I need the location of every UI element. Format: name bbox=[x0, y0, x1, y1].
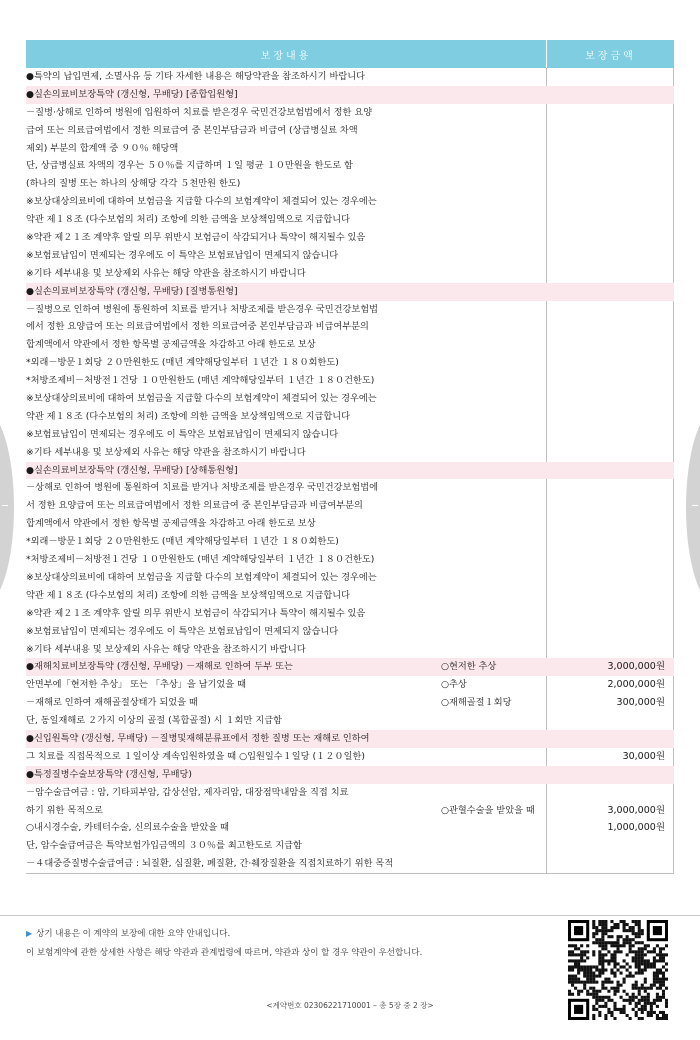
row-text bbox=[26, 122, 546, 140]
row-text bbox=[26, 855, 546, 873]
row-text-content: ●실손의료비보장특약 (갱신형, 무배당) [질병통원형] bbox=[26, 285, 238, 297]
table-row bbox=[26, 354, 673, 372]
row-text-content: ●신입원특약 (갱신형, 무배당) －질병및재해분류표에서 정한 질병 또는 재해로 인하여 bbox=[26, 732, 370, 744]
table-row bbox=[26, 658, 673, 676]
row-text bbox=[26, 462, 546, 480]
row-text-content: 서 정한 요양급여 또는 의료급여법에서 정한 의료급여 중 본인부담금과 비급여부분의 bbox=[26, 500, 363, 512]
row-text bbox=[26, 641, 546, 659]
table-row bbox=[26, 390, 673, 408]
row-text-content: ●실손의료비보장특약 (갱신형, 무배당) [종합입원형] bbox=[26, 88, 238, 100]
row-text bbox=[26, 533, 546, 551]
table-row bbox=[26, 444, 673, 462]
row-subitem: ○추상 bbox=[441, 679, 467, 691]
row-text bbox=[26, 390, 546, 408]
table-row bbox=[26, 766, 673, 784]
row-text-content: *처방조제비－처방전１건당 １０만원한도 (매년 계약해당일부터 １년간 １８０건한도) bbox=[26, 554, 375, 566]
table-row bbox=[26, 569, 673, 587]
row-amount: 300,000원 bbox=[616, 697, 665, 709]
footer-divider bbox=[0, 915, 700, 916]
table-row bbox=[26, 229, 673, 247]
row-text-content: ※약관 제２１조 계약후 알릴 의무 위반시 보험금이 삭감되거나 특약이 해지될수 있음 bbox=[26, 232, 366, 244]
row-text bbox=[26, 819, 546, 837]
row-text-content: ※보상대상의료비에 대하여 보험금을 지급할 다수의 보험계약이 체결되어 있는 경우에는 bbox=[26, 196, 377, 208]
table-row bbox=[26, 623, 673, 641]
row-amount: 3,000,000원 bbox=[607, 804, 665, 816]
row-text-content: ●특정질병수술보장특약 (갱신형, 무배당) bbox=[26, 768, 192, 780]
table-row bbox=[26, 497, 673, 515]
table-row bbox=[26, 837, 673, 855]
table-row bbox=[26, 301, 673, 319]
row-text-content: －암수술급여금 : 암, 기타피부암, 갑상선암, 제자리암, 대장점막내암을 직접 치료 bbox=[26, 786, 349, 798]
table-row bbox=[26, 462, 673, 480]
row-text bbox=[26, 157, 546, 175]
table-row bbox=[26, 694, 673, 712]
contract-number-footer: <계약번호 02306221710001 – 총 5장 중 2 장> bbox=[266, 1001, 434, 1010]
table-header bbox=[26, 40, 674, 68]
row-text bbox=[26, 336, 546, 354]
row-text-content: 약관 제１８조 (다수보험의 처리) 조항에 의한 금액을 보상책임액으로 지급합니다 bbox=[26, 214, 351, 226]
row-text-content: ●특약의 납입면제, 소멸사유 등 기타 자세한 내용은 해당약관을 참조하시기 바랍니다 bbox=[26, 71, 365, 82]
table-row bbox=[26, 730, 673, 748]
row-text bbox=[26, 229, 546, 247]
row-text-content: ※기타 세부내용 및 보상제외 사유는 해당 약관을 참조하시기 바랍니다 bbox=[26, 267, 306, 279]
row-text-content: 합계액에서 약관에서 정한 항목별 공제금액을 차감하고 아래 한도로 보상 bbox=[26, 518, 316, 530]
table-row bbox=[26, 712, 673, 730]
row-text bbox=[26, 104, 546, 122]
row-text bbox=[26, 318, 546, 336]
row-subitem: ○재해골절１회당 bbox=[441, 697, 512, 709]
row-text bbox=[26, 175, 546, 193]
note-line-1 bbox=[26, 927, 230, 939]
row-text-content: ※기타 세부내용 및 보상제외 사유는 해당 약관을 참조하시기 바랍니다 bbox=[26, 446, 306, 458]
row-text-content: 단, 암수술급여금은 특약보험가입금액의 ３０％를 최고한도로 지급함 bbox=[26, 840, 302, 852]
row-text-content: 단, 상급병실료 차액의 경우는 ５０％를 지급하며 １일 평균 １０만원을 한도로 함 bbox=[26, 160, 353, 172]
row-text bbox=[26, 140, 546, 158]
row-text bbox=[26, 86, 546, 104]
row-text-content: 그 치료를 직접목적으로 １일이상 계속입원하였을 때 ○입원일수１일당 (１２０일한) bbox=[26, 750, 365, 762]
note-line-2 bbox=[26, 946, 422, 958]
prev-page-button[interactable] bbox=[0, 410, 14, 605]
table-row bbox=[26, 68, 673, 86]
row-text-content: ※보험료납입이 면제되는 경우에도 이 특약은 보험료납입이 면제되지 않습니다 bbox=[26, 428, 339, 440]
row-text bbox=[26, 712, 546, 730]
row-text-content: 에서 정한 요양급여 또는 의료급여법에서 정한 의료급여중 본인부담금과 비급여부분의 bbox=[26, 321, 369, 333]
row-text bbox=[26, 748, 546, 766]
row-text bbox=[26, 193, 546, 211]
table-row bbox=[26, 283, 673, 301]
row-text bbox=[26, 444, 546, 462]
table-body bbox=[26, 68, 674, 874]
row-text-content: 단, 동일재해로 ２가지 이상의 골절 (복합골절) 시 １회만 지급함 bbox=[26, 715, 282, 727]
row-text-content: *외래－방문１회당 ２０만원한도 (매년 계약해당일부터 １년간 １８０회한도) bbox=[26, 536, 339, 548]
row-text-content: ※약관 제２１조 계약후 알릴 의무 위반시 보험금이 삭감되거나 특약이 해지될수 있음 bbox=[26, 607, 366, 619]
row-text-content: ●실손의료비보장특약 (갱신형, 무배당) [상해통원형] bbox=[26, 464, 238, 476]
row-amount: 1,000,000원 bbox=[607, 822, 665, 834]
table-row bbox=[26, 247, 673, 265]
row-text bbox=[26, 265, 546, 283]
row-text bbox=[26, 587, 546, 605]
table-row bbox=[26, 676, 673, 694]
row-text bbox=[26, 408, 546, 426]
table-row bbox=[26, 748, 673, 766]
row-text bbox=[26, 623, 546, 641]
row-text-content: ○내시경수술, 카테터수술, 신의료수술을 받았을 때 bbox=[26, 822, 230, 834]
table-row bbox=[26, 784, 673, 802]
table-row bbox=[26, 193, 673, 211]
row-text-content: ※보험료납입이 면제되는 경우에도 이 특약은 보험료납입이 면제되지 않습니다 bbox=[26, 625, 339, 637]
table-row bbox=[26, 515, 673, 533]
table-row bbox=[26, 336, 673, 354]
row-text bbox=[26, 247, 546, 265]
row-text bbox=[26, 497, 546, 515]
table-row bbox=[26, 533, 673, 551]
row-text-content: 하기 위한 목적으로 bbox=[26, 804, 103, 816]
row-text-content: ※보험료납입이 면제되는 경우에도 이 특약은 보험료납입이 면제되지 않습니다 bbox=[26, 249, 339, 261]
table-row bbox=[26, 479, 673, 497]
row-text bbox=[26, 837, 546, 855]
table-row bbox=[26, 605, 673, 623]
row-text-content: 합계액에서 약관에서 정한 항목별 공제금액을 차감하고 아래 한도로 보상 bbox=[26, 339, 316, 351]
row-amount: 2,000,000원 bbox=[607, 679, 665, 691]
row-text bbox=[26, 605, 546, 623]
triangle-bullet-icon: ▶ bbox=[26, 929, 33, 938]
row-amount: 3,000,000원 bbox=[607, 661, 665, 673]
row-subitem: ○관혈수술을 받았을 때 bbox=[441, 804, 535, 816]
table-row bbox=[26, 175, 673, 193]
row-text-content: 안면부에「현저한 추상」 또는 「추상」을 남기었을 때 bbox=[26, 679, 246, 691]
table-row bbox=[26, 265, 673, 283]
row-text bbox=[26, 354, 546, 372]
row-text-content: ※보상대상의료비에 대하여 보험금을 지급할 다수의 보험계약이 체결되어 있는 경우에는 bbox=[26, 571, 377, 583]
header-coverage-amount: 보장금액 bbox=[585, 50, 636, 62]
row-text-content: 약관 제１８조 (다수보험의 처리) 조항에 의한 금액을 보상책임액으로 지급합니다 bbox=[26, 589, 351, 601]
row-text bbox=[26, 551, 546, 569]
row-text-content: (하나의 질병 또는 하나의 상해당 각각 ５천만원 한도) bbox=[26, 178, 241, 190]
row-text bbox=[26, 515, 546, 533]
header-coverage-content: 보장내용 bbox=[26, 40, 547, 68]
row-text-content: 급여 또는 의료급여법에서 정한 의료급여 중 본인부담금과 비급여 (상급병실료 차액 bbox=[26, 124, 358, 136]
row-text bbox=[26, 730, 546, 748]
row-text bbox=[26, 569, 546, 587]
table-row bbox=[26, 318, 673, 336]
table-row bbox=[26, 426, 673, 444]
row-text-content: 제외) 부분의 합계액 중 ９０％ 해당액 bbox=[26, 142, 179, 154]
table-row bbox=[26, 211, 673, 229]
table-row bbox=[26, 819, 673, 837]
row-text-content: *외래－방문１회당 ２０만원한도 (매년 계약해당일부터 １년간 １８０회한도) bbox=[26, 357, 339, 369]
row-text bbox=[26, 211, 546, 229]
row-text bbox=[26, 372, 546, 390]
next-page-icon bbox=[692, 505, 698, 506]
table-row bbox=[26, 140, 673, 158]
coverage-table bbox=[26, 40, 674, 874]
table-row bbox=[26, 551, 673, 569]
table-row bbox=[26, 408, 673, 426]
table-row bbox=[26, 802, 673, 820]
row-text bbox=[26, 784, 546, 802]
row-text-content: *처방조제비－처방전１건당 １０만원한도 (매년 계약해당일부터 １년간 １８０건한도) bbox=[26, 375, 375, 387]
next-page-button[interactable] bbox=[686, 410, 700, 605]
row-text-content: －질병·상해로 인하여 병원에 입원하여 치료를 받은경우 국민건강보험법에서 정한 요양 bbox=[26, 106, 373, 118]
row-text bbox=[26, 426, 546, 444]
table-row bbox=[26, 587, 673, 605]
row-text-content: ●재해치료비보장특약 (갱신형, 무배당) －재해로 인하여 두부 또는 bbox=[26, 661, 293, 673]
row-text bbox=[26, 479, 546, 497]
table-row bbox=[26, 641, 673, 659]
table-row bbox=[26, 86, 673, 104]
row-text-content: －４대중증질병수술급여금 : 뇌질환, 심질환, 폐질환, 간·췌장질환을 직접치료하기 위한 목적 bbox=[26, 858, 394, 870]
note-text-2: 이 보험계약에 관한 상세한 사항은 해당 약관과 관계법령에 따르며, 약관과 상이 할 경우 약관이 우선합니다. bbox=[26, 948, 423, 958]
row-text-content: －상해로 인하여 병원에 통원하여 치료를 받거나 처방조제를 받은경우 국민건강보험법에 bbox=[26, 482, 379, 494]
row-text bbox=[26, 68, 546, 86]
table-row bbox=[26, 372, 673, 390]
row-text bbox=[26, 301, 546, 319]
row-text bbox=[26, 766, 546, 784]
row-text-content: －재해로 인하여 재해골절상태가 되었을 때 bbox=[26, 697, 198, 709]
row-text bbox=[26, 283, 546, 301]
row-text-content: ※기타 세부내용 및 보상제외 사유는 해당 약관을 참조하시기 바랍니다 bbox=[26, 643, 306, 655]
note-text-1: 상기 내용은 이 계약의 보장에 대한 요약 안내입니다. bbox=[36, 929, 231, 939]
table-row bbox=[26, 122, 673, 140]
row-text-content: ※보상대상의료비에 대하여 보험금을 지급할 다수의 보험계약이 체결되어 있는 경우에는 bbox=[26, 393, 377, 405]
row-amount: 30,000원 bbox=[622, 750, 665, 762]
table-row bbox=[26, 104, 673, 122]
table-row bbox=[26, 855, 673, 873]
row-text-content: 약관 제１８조 (다수보험의 처리) 조항에 의한 금액을 보상책임액으로 지급합니다 bbox=[26, 410, 351, 422]
row-text bbox=[26, 676, 546, 694]
row-subitem: ○현저한 추상 bbox=[441, 661, 497, 673]
table-row bbox=[26, 157, 673, 175]
row-text-content: －질병으로 인하여 병원에 통원하여 치료를 받거나 처방조제를 받은경우 국민건강보험법 bbox=[26, 303, 379, 315]
prev-page-icon bbox=[2, 505, 8, 506]
